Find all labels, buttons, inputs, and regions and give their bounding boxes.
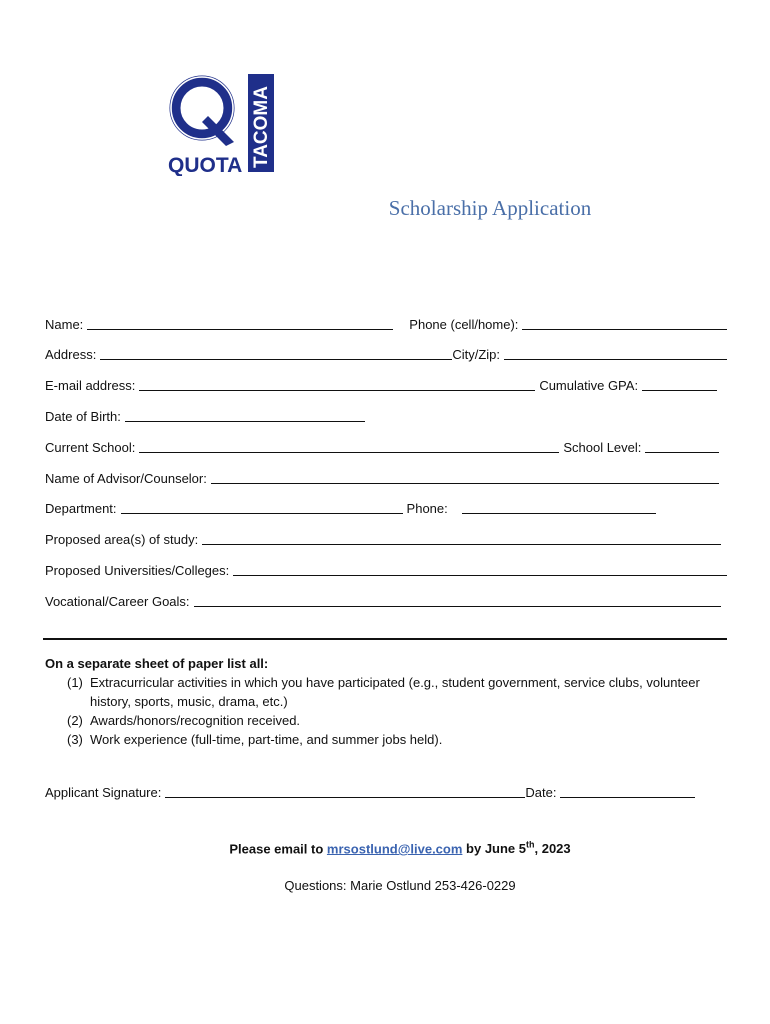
instructions-block xyxy=(45,654,705,749)
row-department xyxy=(45,496,727,516)
quota-tacoma-logo-icon xyxy=(168,72,278,176)
advisor-field[interactable] xyxy=(211,469,719,484)
list-item-number: (1) xyxy=(67,675,83,690)
department-field[interactable] xyxy=(121,499,403,514)
row-advisor xyxy=(45,466,727,486)
email-field[interactable] xyxy=(139,376,535,391)
row-signature xyxy=(45,780,695,800)
logo-main-text: QUOTA xyxy=(168,154,243,176)
universities-field[interactable] xyxy=(233,561,727,576)
date-label: Date: xyxy=(525,785,557,800)
address-field[interactable] xyxy=(100,345,452,360)
questions-contact: Questions: Marie Ostlund 253-426-0229 xyxy=(284,878,516,893)
dob-field[interactable] xyxy=(125,407,365,422)
page-title: Scholarship Application xyxy=(388,196,592,220)
list-item-text: Awards/honors/recognition received. xyxy=(90,713,301,728)
section-divider xyxy=(43,638,727,640)
school-level-label: School Level: xyxy=(563,440,642,455)
study-label: Proposed area(s) of study: xyxy=(45,532,199,547)
dob-label: Date of Birth: xyxy=(45,409,121,424)
list-item xyxy=(45,673,705,711)
gpa-label: Cumulative GPA: xyxy=(539,378,639,393)
list-item-text: Extracurricular activities in which you have participated (e.g., student government, service clubs, volunteer history, sports, music, drama, etc.) xyxy=(90,675,700,709)
email-link[interactable]: mrsostlund@live.com xyxy=(326,841,463,857)
list-item-text: Work experience (full-time, part-time, and summer jobs held). xyxy=(90,732,443,747)
address-label: Address: xyxy=(45,347,97,362)
goals-field[interactable] xyxy=(194,592,721,607)
instructions-list xyxy=(45,673,705,749)
row-dob xyxy=(45,404,727,424)
study-field[interactable] xyxy=(202,530,721,545)
current-school-label: Current School: xyxy=(45,440,136,455)
name-field[interactable] xyxy=(87,315,393,330)
row-email xyxy=(45,373,727,393)
gpa-field[interactable] xyxy=(642,376,717,391)
current-school-field[interactable] xyxy=(139,438,559,453)
phone-cell-home-field[interactable] xyxy=(522,315,727,330)
email-label: E-mail address: xyxy=(45,378,136,393)
row-address xyxy=(45,342,727,362)
logo-side-text: TACOMA xyxy=(251,86,272,168)
city-zip-field[interactable] xyxy=(504,345,727,360)
phone-field[interactable] xyxy=(462,499,656,514)
school-level-field[interactable] xyxy=(645,438,719,453)
advisor-label: Name of Advisor/Counselor: xyxy=(45,471,207,486)
row-name-phone xyxy=(45,312,727,332)
deadline-year: , 2023 xyxy=(534,841,571,857)
list-item xyxy=(45,711,705,730)
row-study xyxy=(45,527,727,547)
list-item xyxy=(45,730,705,749)
city-zip-label: City/Zip: xyxy=(452,347,500,362)
deadline-suffix: th xyxy=(526,840,535,850)
list-item-number: (2) xyxy=(67,713,83,728)
signature-label: Applicant Signature: xyxy=(45,785,162,800)
signature-field[interactable] xyxy=(165,783,525,798)
list-item-number: (3) xyxy=(67,732,83,747)
department-label: Department: xyxy=(45,501,117,516)
universities-label: Proposed Universities/Colleges: xyxy=(45,563,230,578)
deadline-text xyxy=(466,841,571,856)
date-field[interactable] xyxy=(560,783,695,798)
row-universities xyxy=(45,558,727,578)
submit-instruction xyxy=(0,840,770,856)
name-label: Name: xyxy=(45,317,84,332)
row-school xyxy=(45,435,727,455)
goals-label: Vocational/Career Goals: xyxy=(45,594,190,609)
row-goals xyxy=(45,589,727,609)
phone-cell-home-label: Phone (cell/home): xyxy=(409,317,519,332)
submit-prefix: Please email to xyxy=(229,841,324,857)
phone-label: Phone: xyxy=(406,501,448,516)
deadline-date: by June 5 xyxy=(466,841,526,857)
instructions-heading: On a separate sheet of paper list all: xyxy=(45,656,269,671)
